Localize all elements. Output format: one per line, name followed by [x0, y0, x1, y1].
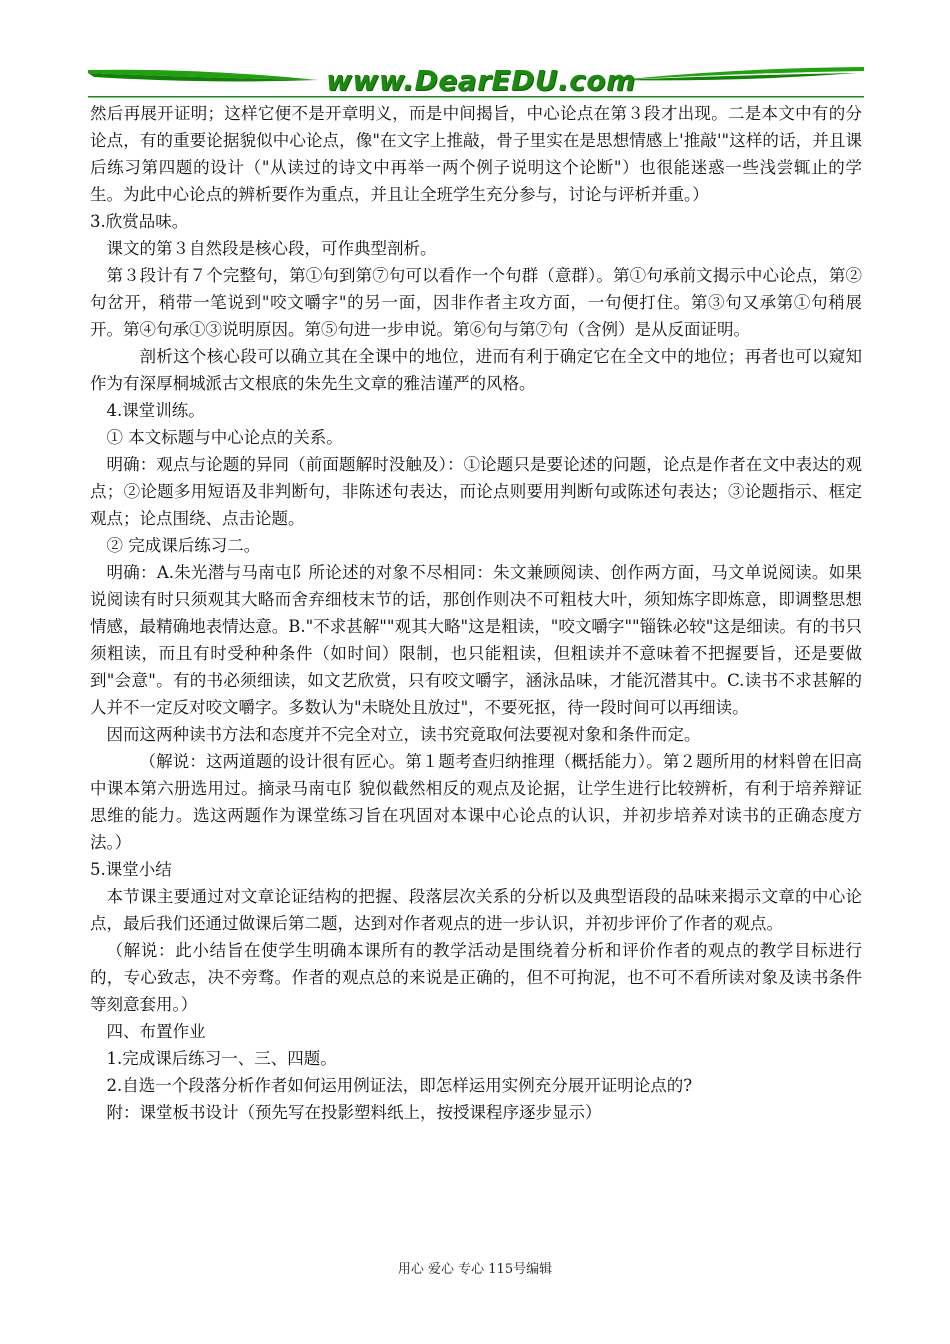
paragraph-intro-continued: 然后再展开证明；这样它便不是开章明义，而是中间揭旨，中心论点在第３段才出现。二是本文中有的分论点，有的重要论据貌似中心论点，像"在文字上推敲，骨子里实在是思想情感上'推敲'"这样的话，并且课后练习第四题的设计（"从读过的诗文中再举一两个例子说明这个论断"）也很能迷惑一些浅尝辄止的学生。为此中心论点的辨析要作为重点，并且让全班学生充分参与，讨论与评析并重。） — [90, 104, 862, 204]
site-logo[interactable]: www.DearEDU.com — [326, 64, 636, 97]
page-footer: 用心 爱心 专心 115号编辑 — [397, 1262, 553, 1277]
paragraph-appendix: 附：课堂板书设计（预先写在投影塑料纸上，按授课程序逐步显示） — [106, 1103, 602, 1122]
page-header — [88, 56, 864, 100]
answer-paragraph-1: 明确：观点与论题的异同（前面题解时没触及）：①论题只是要论述的问题，论点是作者在文中表达的观点；②论题多用短语及非判断句，非陈述句表达，而论点则要用判断句或陈述句表达；③论题指示、框定观点；论点围绕、点击论题。 — [90, 455, 862, 528]
document-body — [90, 100, 862, 1126]
paragraph-core-section: 课文的第３自然段是核心段，可作典型剖析。 — [106, 239, 437, 258]
exercise-item-1: ① 本文标题与中心论点的关系。 — [106, 428, 343, 447]
homework-item-2: 2.自选一个段落分析作者如何运用例证法，即怎样运用实例充分展开证明论点的? — [106, 1076, 693, 1095]
paragraph-explanation-2: （解说：此小结旨在使学生明确本课所有的教学活动是围绕着分析和评价作者的观点的教学目标进行的，专心致志，决不旁骛。作者的观点总的来说是正确的，但不可拘泥，也不可不看所读对象及读书条件等刻意套用。） — [90, 941, 862, 1014]
heading-appreciation: 3.欣赏品味。 — [90, 212, 189, 231]
homework-item-1: 1.完成课后练习一、三、四题。 — [106, 1049, 337, 1068]
heading-homework: 四、布置作业 — [106, 1022, 206, 1041]
answer-paragraph-2: 明确：A.朱光潜与马南屯阝所论述的对象不尽相同：朱文兼顾阅读、创作两方面，马文单说阅读。如果说阅读有时只须观其大略而舍弃细枝末节的话，那创作则决不可粗枝大叶，须知炼字即炼意，即调整思想情感，最精确地表情达意。B."不求甚解""观其大略"这是粗读，"咬文嚼字""锱铢必较"这是细读。有的书只须粗读，而且有时受种种条件（如时间）限制，也只能粗读，但粗读并不意味着不把握要旨，还是要做到"会意"。有的书必须细读，如文艺欣赏，只有咬文嚼字，涵泳品味，才能沉潜其中。C.读书不求甚解的人并不一定反对咬文嚼字。多数认为"未晓处且放过"，不要死抠，待一段时间可以再细读。 — [90, 563, 862, 717]
paragraph-summary: 本节课主要通过对文章论证结构的把握、段落层次关系的分析以及典型语段的品味来揭示文章的中心论点，最后我们还通过做课后第二题，达到对作者观点的进一步认识，并初步评价了作者的观点。 — [90, 887, 862, 933]
heading-summary: 5.课堂小结 — [90, 860, 172, 879]
paragraph-conclusion-reading: 因而这两种读书方法和态度并不完全对立，读书究竟取何法要视对象和条件而定。 — [106, 725, 701, 744]
heading-classroom-training: 4.课堂训练。 — [106, 401, 205, 420]
paragraph-analysis-significance: 剖析这个核心段可以确立其在全课中的地位，进而有利于确定它在全文中的地位；再者也可以窥知作为有深厚桐城派古文根底的朱先生文章的雅洁谨严的风格。 — [90, 347, 862, 393]
paragraph-explanation-1: （解说：这两道题的设计很有匠心。第１题考查归纳推理（概括能力）。第２题所用的材料曾在旧高中课本第六册选用过。摘录马南屯阝貌似截然相反的观点及论据，让学生进行比较辨析，有利于培养辩证思维的能力。选这两题作为课堂练习旨在巩固对本课中心论点的认识，并初步培养对读书的正确态度方法。） — [90, 752, 862, 852]
exercise-item-2: ② 完成课后练习二。 — [106, 536, 261, 555]
paragraph-sentence-analysis: 第３段计有７个完整句，第①句到第⑦句可以看作一个句群（意群）。第①句承前文揭示中心论点，第②句岔开，稍带一笔说到"咬文嚼字"的另一面，因非作者主攻方面，一句便打住。第③句又承第①句稍展开。第④句承①③说明原因。第⑤句进一步申说。第⑥句与第⑦句（含例）是从反面证明。 — [90, 266, 862, 339]
